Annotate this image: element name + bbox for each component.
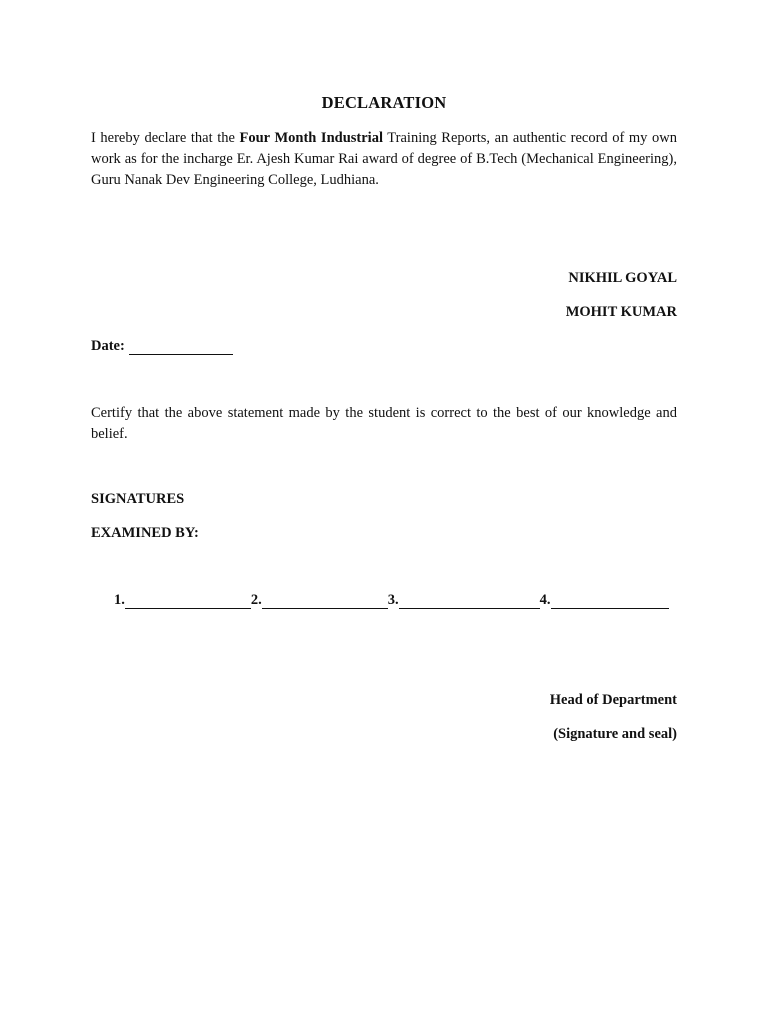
date-row (91, 338, 233, 355)
student-name-2: MOHIT KUMAR (565, 304, 677, 320)
examiner-signature-row (114, 592, 678, 609)
signature-slot-number-3: 3. (387, 592, 399, 608)
declaration-paragraph (91, 128, 677, 191)
signature-blank-line-3 (399, 594, 540, 609)
signature-slot-number-4: 4. (539, 592, 551, 608)
signature-and-seal-note: (Signature and seal) (553, 726, 677, 742)
signatures-heading: SIGNATURES (91, 491, 185, 507)
signature-slot-number-2: 2. (250, 592, 262, 608)
declaration-text-end: Training Reports, an authentic record of my own work as for the incharge Er. Ajesh Kumar Rai award of degree of B.Tech (Mechanical Engineering), Guru Nanak Dev Engineering College, Ludhiana. (91, 130, 677, 188)
date-blank-line (129, 340, 233, 355)
declaration-bold-text: Four Month Industrial (239, 130, 383, 146)
date-label: Date: (91, 338, 125, 354)
declaration-text-start: I hereby declare that the (91, 130, 240, 146)
certify-paragraph: Certify that the above statement made by the student is correct to the best of our knowledge and belief. (91, 405, 677, 442)
student-name-1: NIKHIL GOYAL (568, 270, 677, 286)
signature-blank-line-1 (125, 594, 251, 609)
signature-blank-line-4 (551, 594, 669, 609)
page-title: DECLARATION (321, 93, 447, 112)
examined-by-label: EXAMINED BY: (91, 525, 199, 541)
signature-blank-line-2 (262, 594, 388, 609)
signature-slot-number-1: 1. (114, 592, 125, 608)
head-of-department-label: Head of Department (549, 692, 677, 708)
